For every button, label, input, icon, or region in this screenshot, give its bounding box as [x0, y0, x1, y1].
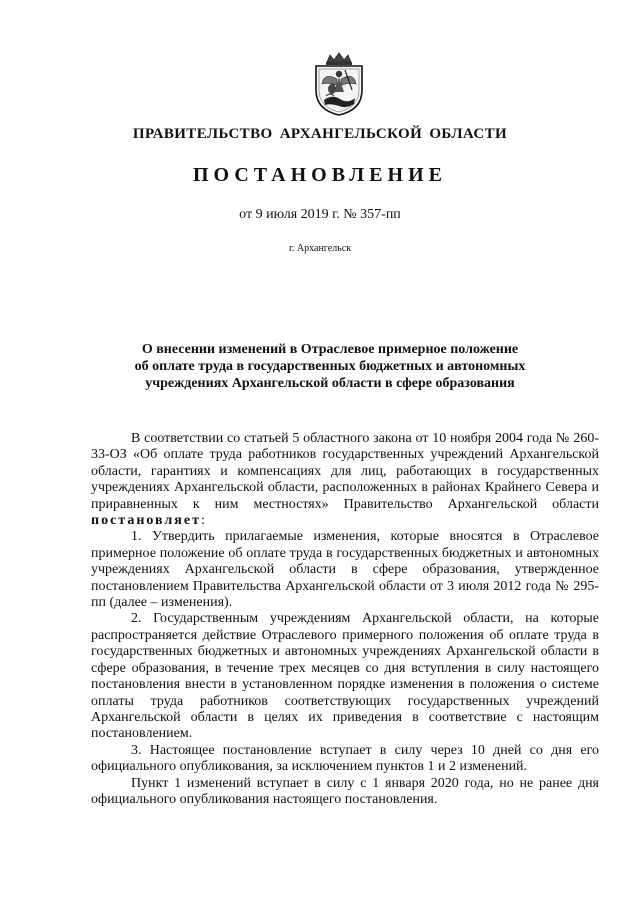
document-date-number: от 9 июля 2019 г. № 357-пп: [239, 207, 401, 222]
subject-line: О внесении изменений в Отраслевое примерное положение: [141, 342, 519, 357]
subject-line: учреждениях Архангельской области в сфере образования: [145, 376, 515, 391]
resolves-word: постановляет: [91, 513, 201, 529]
document-body: [91, 431, 599, 808]
subject-line: об оплате труда в государственных бюджетных и автономных: [134, 359, 526, 374]
government-name: ПРАВИТЕЛЬСТВО АРХАНГЕЛЬСКОЙ ОБЛАСТИ: [132, 126, 508, 142]
document-type: ПОСТАНОВЛЕНИЕ: [193, 164, 447, 186]
document-city: г. Архангельск: [288, 243, 352, 254]
preamble-text: В соответствии со статьей 5 областного закона от 10 ноября 2004 года № 260-33-ОЗ «Об оплате труда работников государственных учреждений Архангельской области, гарантиях и компенсациях для лиц, работающих в государственных учреждениях Архангельской области, расположенных в районах Крайнего Севера и приравненных к ним местностях» Правительство Архангельской области: [91, 431, 599, 512]
document-subject: [110, 341, 550, 392]
preamble-paragraph: [91, 431, 599, 529]
coat-of-arms-icon: [310, 52, 368, 116]
item-paragraph-3: 3. Настоящее постановление вступает в силу через 10 дней со дня его официального опубликования, за исключением пунктов 1 и 2 изменений.: [91, 742, 599, 775]
item-paragraph-2: 2. Государственным учреждениям Архангельской области, на которые распространяется действие Отраслевого примерного положения об оплате труда в государственных бюджетных и автономных учреждениях Архангельской области в сфере образования, в течение трех месяцев со дня вступления в силу настоящего постановления внести в установленном порядке изменения в положения о системе оплаты труда работников соответствующих государственных учреждений Архангельской области в целях их приведения в соответствие с настоящим постановлением.: [91, 611, 599, 742]
resolves-punct: :: [200, 513, 205, 529]
item-paragraph-4: Пункт 1 изменений вступает в силу с 1 января 2020 года, но не ранее дня официального опубликования настоящего постановления.: [91, 775, 599, 807]
item-paragraph-1: 1. Утвердить прилагаемые изменения, которые вносятся в Отраслевое примерное положение об оплате труда в государственных бюджетных и автономных учреждениях Архангельской области в сфере образования, утвержденное постановлением Правительства Архангельской области от 3 июля 2012 года № 295-пп (далее – изменения).: [91, 529, 599, 611]
